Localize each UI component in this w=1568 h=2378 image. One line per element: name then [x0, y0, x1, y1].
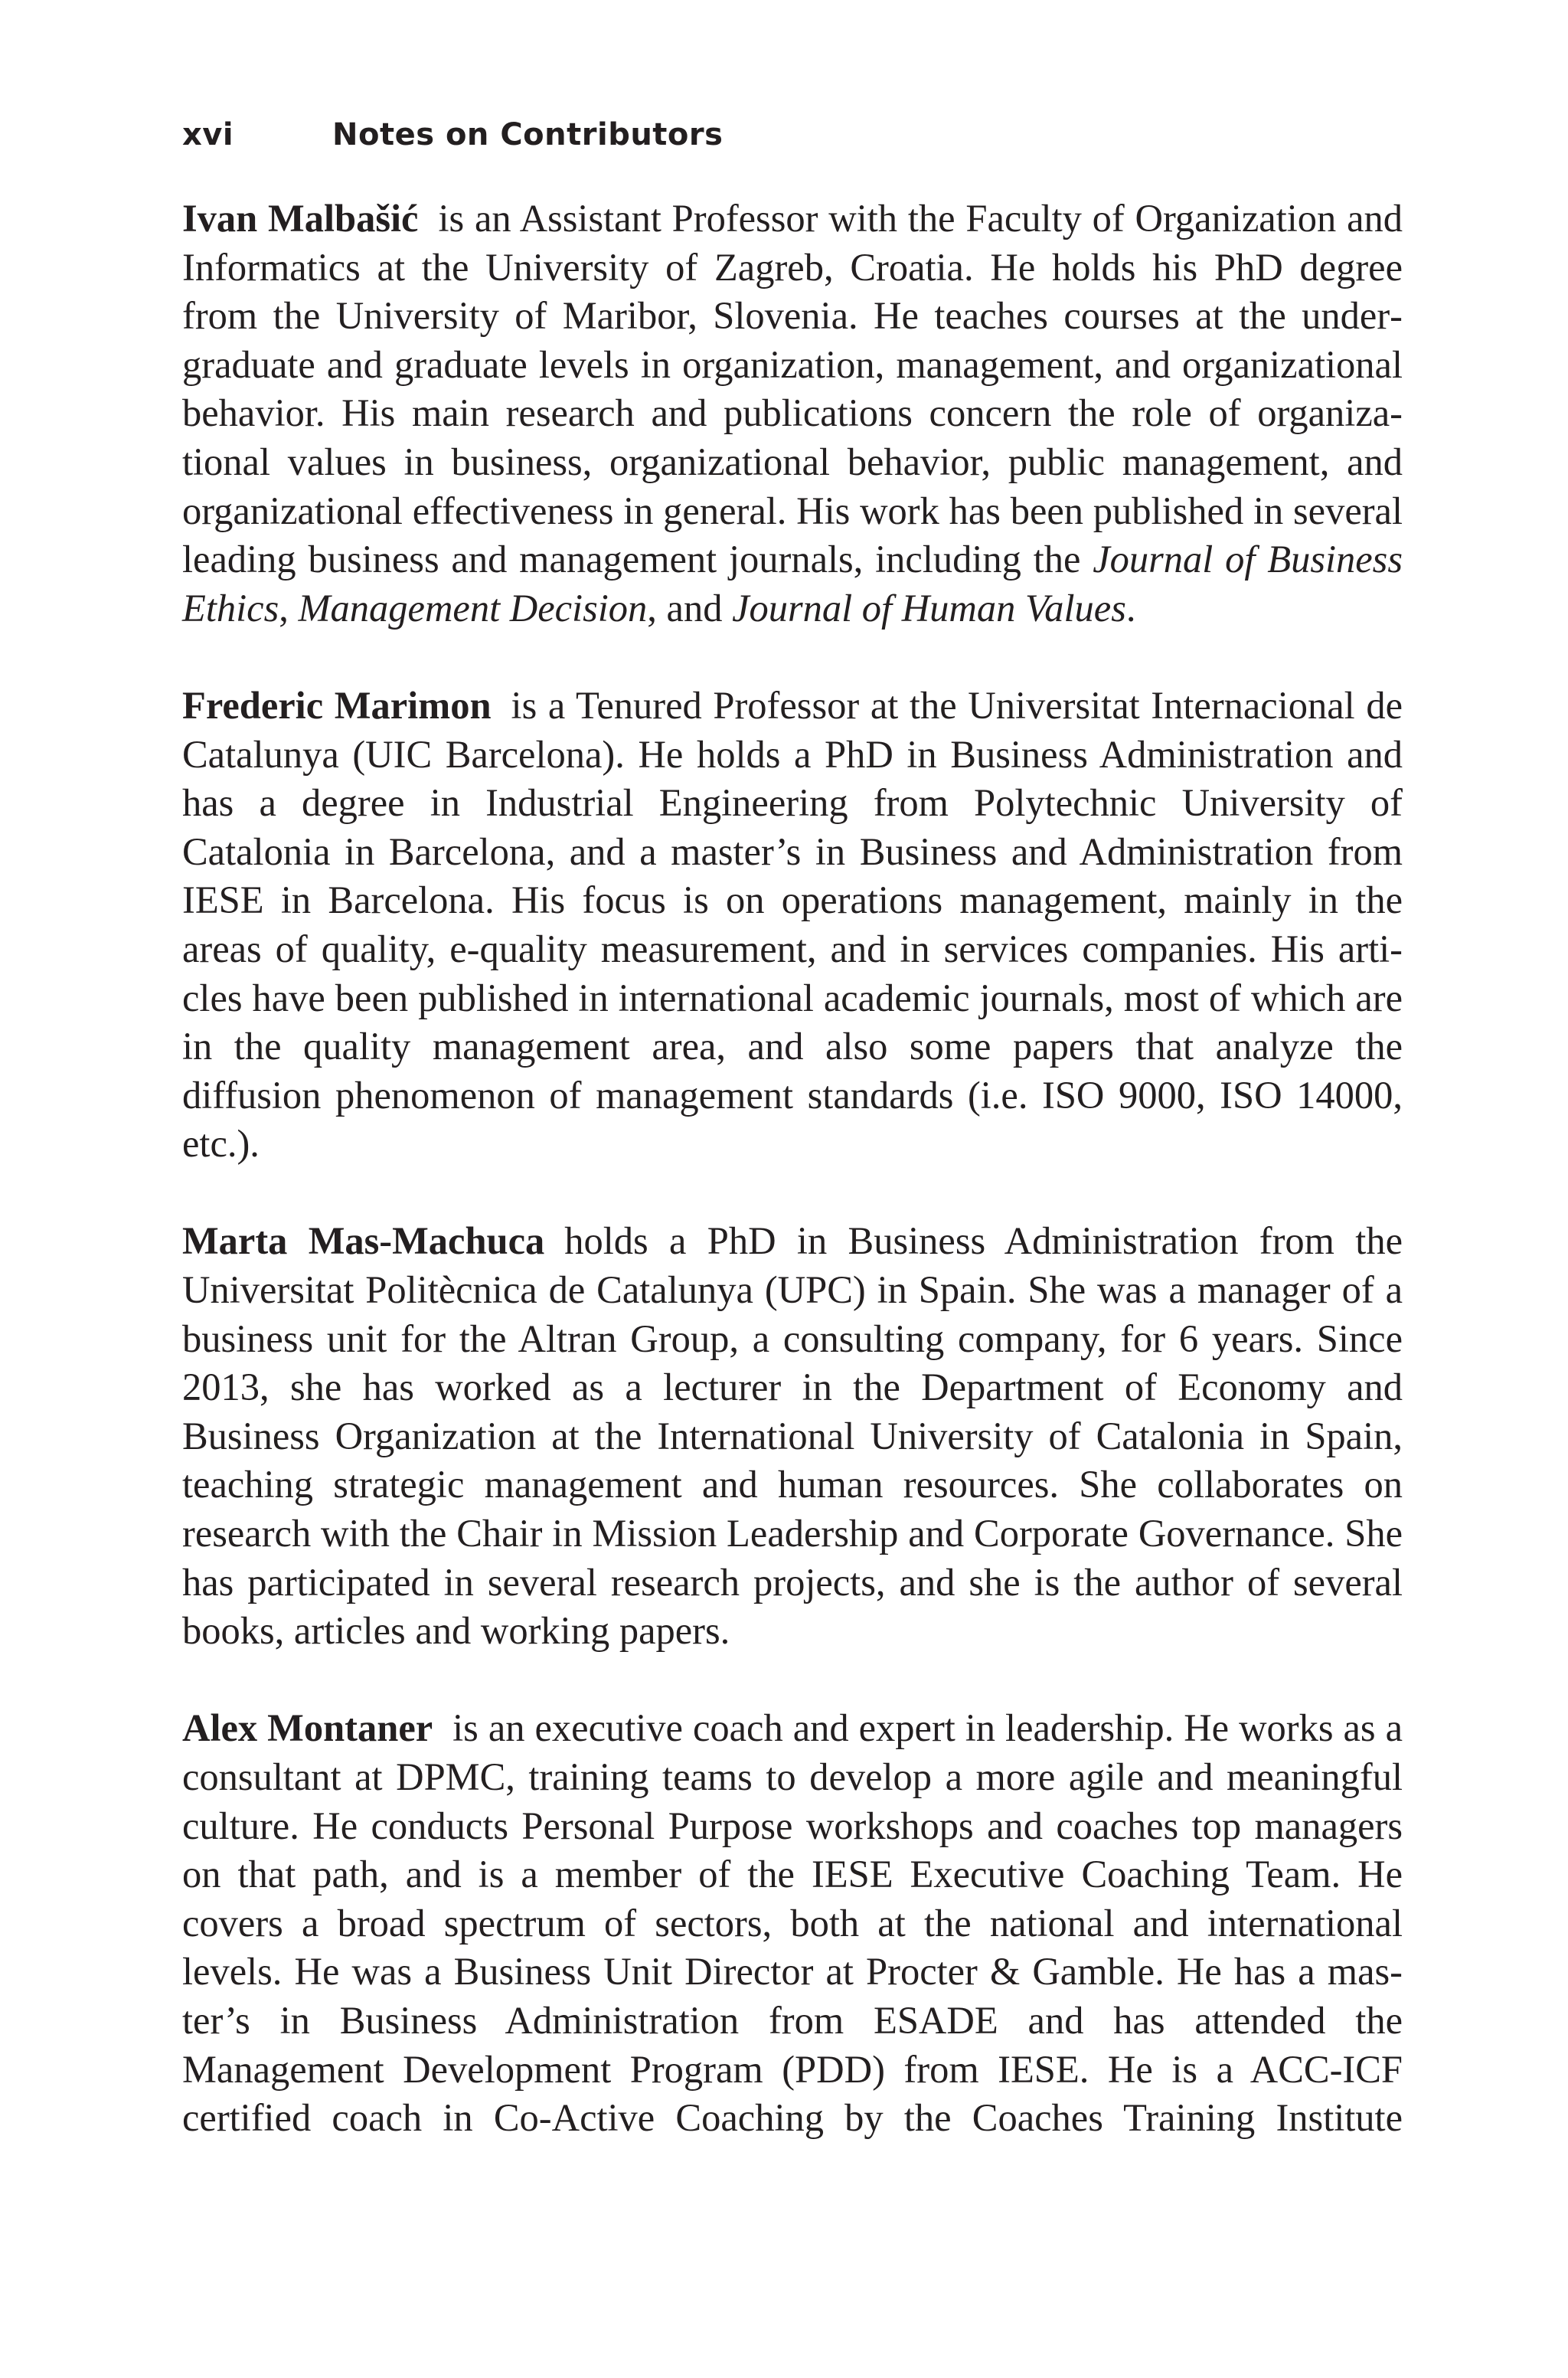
contributor-name: Frederic Marimon [182, 683, 492, 727]
contributor-name: Alex Montaner [182, 1706, 433, 1750]
contributor-bio: is a Tenured Professor at the Universitat Internacional de Catalunya (UIC Barcelona). He holds a PhD in Business Administration and has a degree in Industrial Engineering from Polytechnic University of Catalonia in Barcelona, and a master’s in Business and Administration from IESE in Barcelona. His focus is on operations management, mainly in the areas of quality, e-quality measurement, and in services companies. His articles have been published in international academic journals, most of which are in the quality management area, and also some papers that analyze the diffusion phenomenon of management standards (i.e. ISO 9000, ISO 14000, etc.). [182, 683, 1403, 1166]
contributor-entry: Ivan Malbašić is an Assistant Professor with the Faculty of Organization and Informatics at the University of Zagreb, Croatia. He holds his PhD degree from the University of Maribor, Slovenia. He teaches courses at the undergraduate and graduate levels in organization, management, and organizational behavior. His main research and publications concern the role of organizational values in business, organizational behavior, public management, and organizational effectiveness in general. His work has been published in several leading business and management journals, including the Journal of Business Ethics, Management Decision, and Journal of Human Values. [182, 197, 1403, 630]
journal-title: Management Decision [298, 586, 648, 630]
contributor-bio: holds a PhD in Business Administration from the Universitat Politècnica de Catalunya (UPC) in Spain. She was a manager of a business unit for the Altran Group, a consulting company, for 6 years. Since 2013, she has worked as a lecturer in the Department of Economy and Business Organization at the International University of Catalonia in Spain, teaching strategic management and human resources. She collaborates on research with the Chair in Mission Leadership and Corporate Governance. She has participated in several research projects, and she is the author of several books, articles and working papers. [182, 1219, 1403, 1653]
contributor-bio: is an executive coach and expert in leadership. He works as a consultant at DPMC, training teams to develop a more agile and meaningful culture. He conducts Personal Purpose workshops and coaches top managers on that path, and is a member of the IESE Executive Coaching Team. He covers a broad spectrum of sectors, both at the national and international levels. He was a Business Unit Director at Procter & Gamble. He has a master’s in Business Administration from ESADE and has attended the Management Development Program (PDD) from IESE. He is a ACC-ICF certified coach in Co-Active Coaching by the Coaches Training Institute [182, 1706, 1403, 2140]
contributor-name: Ivan Malbašić [182, 197, 419, 240]
contributors-list [182, 195, 1403, 2191]
contributor-bio: is an Assistant Professor with the Faculty of Organization and Informatics at the University of Zagreb, Croatia. He holds his PhD degree from the University of Maribor, Slovenia. He teaches courses at the undergraduate and graduate levels in organization, management, and organizational behavior. His main research and publications concern the role of organizational values in business, organizational behavior, public management, and organizational effectiveness in general. His work has been published in several leading business and management journals, including the [182, 197, 1403, 581]
journal-title: Journal of Human Values [732, 586, 1126, 630]
contributor-entry [182, 1704, 1403, 2142]
contributor-entry [182, 1217, 1403, 1655]
journal-title: Journal of Business Ethics [182, 538, 1403, 630]
running-head [182, 115, 723, 155]
contributor-entry [182, 682, 1403, 1169]
section-title: Notes on Contributors [332, 117, 724, 152]
contributor-name: Marta Mas-Machuca [182, 1219, 545, 1263]
page-number: xvi [182, 117, 234, 152]
